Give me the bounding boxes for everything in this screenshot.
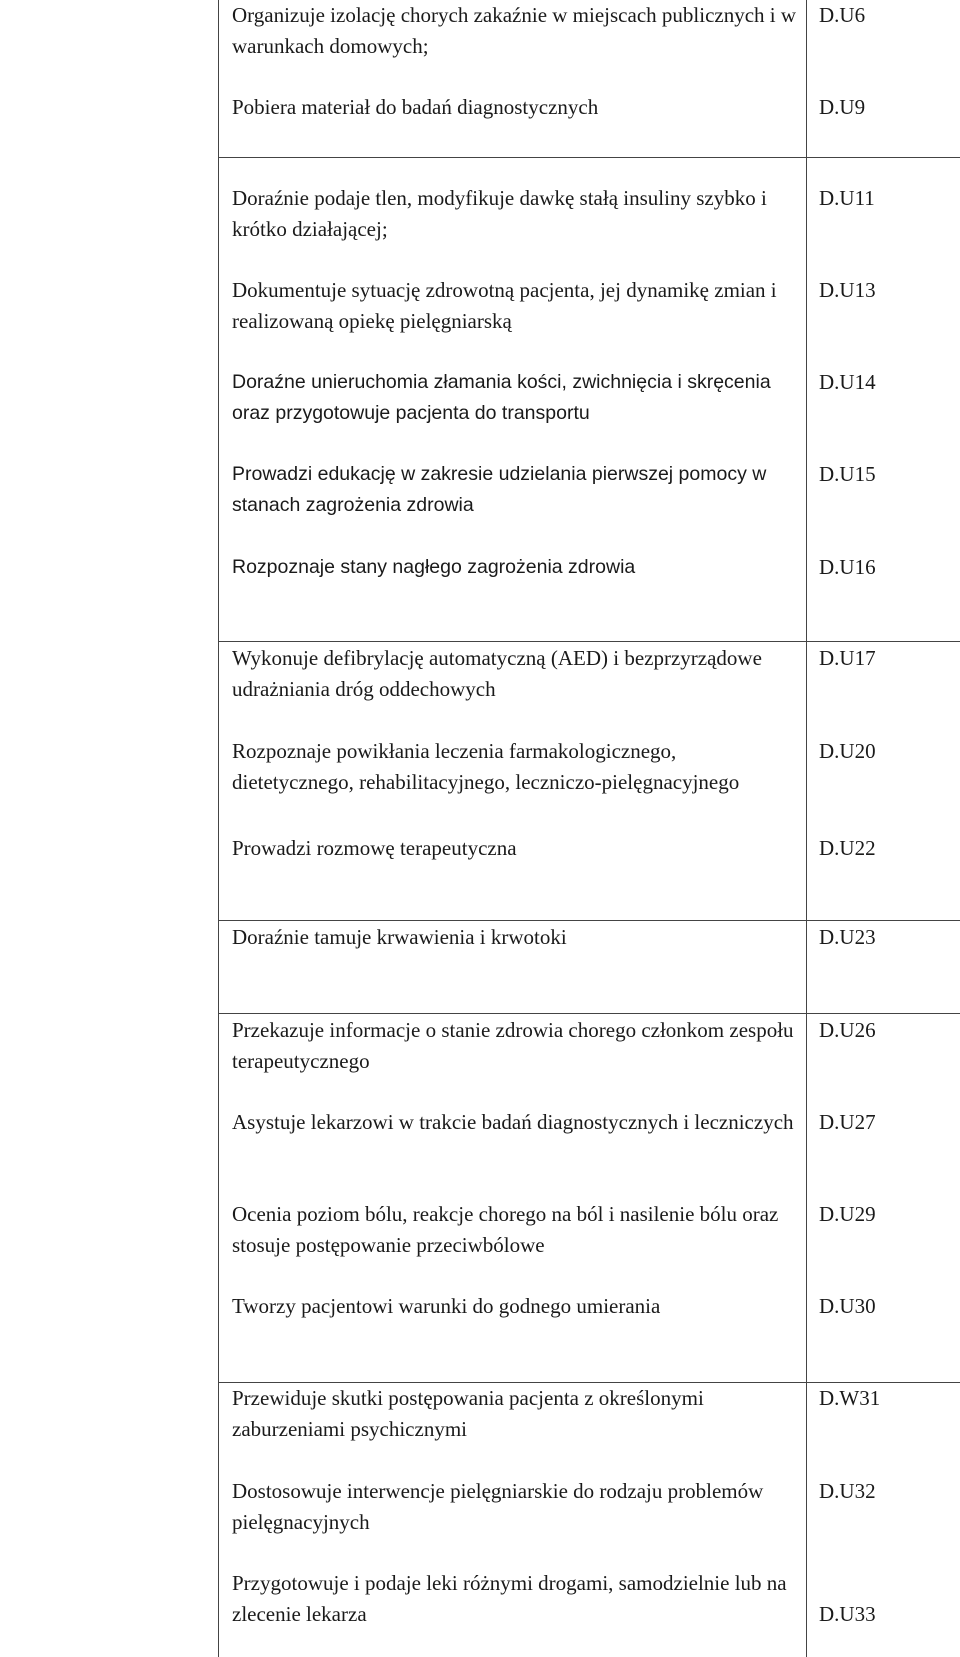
competency-code: D.U26 <box>819 1018 876 1042</box>
competency-code: D.U17 <box>819 646 876 670</box>
table-row-divider <box>218 1013 960 1014</box>
competency-code: D.U23 <box>819 925 876 949</box>
competency-code: D.U16 <box>819 555 876 579</box>
competency-description: Rozpoznaje stany nagłego zagrożenia zdrowia <box>232 556 636 578</box>
competency-description: Przewiduje skutki postępowania pacjenta z określonymi zaburzeniami psychicznymi <box>232 1386 704 1441</box>
competency-code: D.U15 <box>819 462 876 486</box>
competency-description: Tworzy pacjentowi warunki do godnego umierania <box>232 1294 661 1318</box>
competency-description: Pobiera materiał do badań diagnostycznych <box>232 95 599 119</box>
competency-code: D.U9 <box>819 95 866 119</box>
competency-description: Przekazuje informacje o stanie zdrowia chorego członkom zespołu terapeutycznego <box>232 1018 794 1073</box>
table-left-border <box>218 0 219 1657</box>
competency-code: D.U29 <box>819 1202 876 1226</box>
competency-code: D.U27 <box>819 1110 876 1134</box>
table-column-divider <box>806 0 807 1657</box>
competency-code: D.U32 <box>819 1479 876 1503</box>
competency-description: Ocenia poziom bólu, reakcje chorego na ból i nasilenie bólu oraz stosuje postępowanie przeciwbólowe <box>232 1202 779 1257</box>
competency-code: D.U11 <box>819 186 875 210</box>
competency-code: D.U6 <box>819 3 866 27</box>
competency-description: Dostosowuje interwencje pielęgniarskie do rodzaju problemów pielęgnacyjnych <box>232 1479 764 1534</box>
table-row-divider <box>218 920 960 921</box>
competency-description: Asystuje lekarzowi w trakcie badań diagnostycznych i leczniczych <box>232 1110 794 1134</box>
competency-code: D.U30 <box>819 1294 876 1318</box>
competency-code: D.U14 <box>819 370 876 394</box>
competency-description: Organizuje izolację chorych zakaźnie w miejscach publicznych i w warunkach domowych; <box>232 3 797 58</box>
competency-description: Doraźnie tamuje krwawienia i krwotoki <box>232 925 567 949</box>
competency-description: Prowadzi edukację w zakresie udzielania pierwszej pomocy w stanach zagrożenia zdrowia <box>232 463 767 516</box>
competency-description: Doraźne unieruchomia złamania kości, zwichnięcia i skręcenia oraz przygotowuje pacjenta do transportu <box>232 371 771 424</box>
competency-description: Doraźnie podaje tlen, modyfikuje dawkę stałą insuliny szybko i krótko działającej; <box>232 186 767 241</box>
competency-description: Wykonuje defibrylację automatyczną (AED) i bezprzyrządowe udrażniania dróg oddechowych <box>232 646 762 701</box>
competency-description: Prowadzi rozmowę terapeutyczna <box>232 836 517 860</box>
competency-code: D.U20 <box>819 739 876 763</box>
competency-code: D.U33 <box>819 1602 876 1626</box>
competency-description: Przygotowuje i podaje leki różnymi drogami, samodzielnie lub na zlecenie lekarza <box>232 1571 787 1626</box>
competency-code: D.U13 <box>819 278 876 302</box>
competency-description: Rozpoznaje powikłania leczenia farmakologicznego, dietetycznego, rehabilitacyjnego, leczniczo-pielęgnacyjnego <box>232 739 740 794</box>
table-row-divider <box>218 641 960 642</box>
competency-code: D.U22 <box>819 836 876 860</box>
competency-code: D.W31 <box>819 1386 881 1410</box>
table-row-divider <box>218 157 960 158</box>
competency-description: Dokumentuje sytuację zdrowotną pacjenta, jej dynamikę zmian i realizowaną opiekę pielęgniarską <box>232 278 777 333</box>
